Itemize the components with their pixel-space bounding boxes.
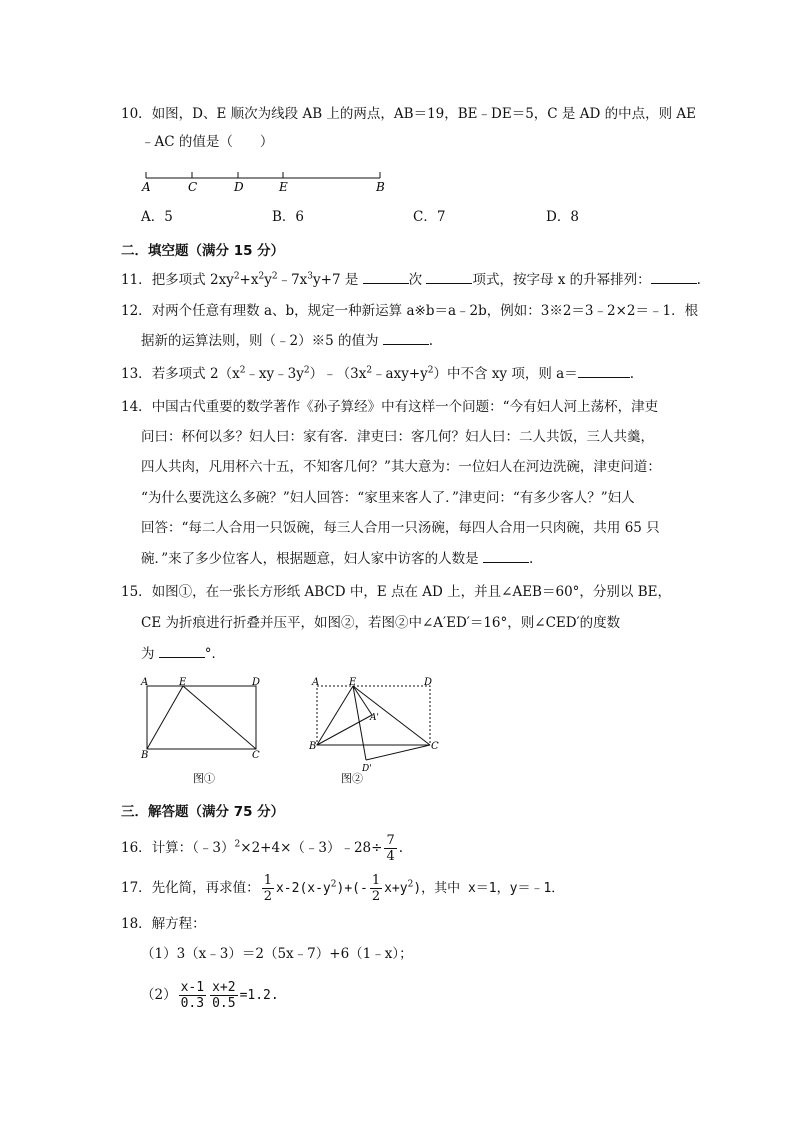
label-d: D	[234, 180, 244, 194]
q17: 17．先化简，再求值： $\frac{1}{2}$ $x-2(x-y^2)+(-$ $\frac{1}{2}$ $x+y^2$)，其中 x＝1，y＝﹣1．	[121, 873, 565, 904]
option-b: B．6	[272, 209, 305, 225]
line-be	[317, 686, 353, 745]
line-ba-prime	[317, 715, 372, 745]
q14-line4: “为什么要洗这么多碗？”妇人回答：“家里来客人了．”津吏问：“有多少客人？”妇人	[141, 490, 635, 506]
label-b: B	[376, 180, 385, 194]
fraction: $\frac{1}{2}$	[263, 873, 272, 904]
q12-line2: 据新的运算法则，则（﹣2）※5 的值为 .	[141, 333, 434, 349]
answer-blank[interactable]	[651, 270, 697, 284]
figure-2	[308, 676, 448, 786]
fraction: $\frac{x+2}{0.5}$	[212, 980, 236, 1011]
q10-line1: 10．如图，D、E 顺次为线段 AB 上的两点，AB＝19，BE﹣DE＝5，C 是 AD 的中点，则 AE	[121, 106, 696, 122]
label-a: A	[312, 677, 320, 688]
q18-title: 18．解方程：	[121, 916, 206, 932]
answer-blank[interactable]	[578, 364, 630, 378]
q11: 11．把多项式 $2xy^2+x^2y^2﹣7x^3y+7$ 是 次 项式，按字母 x 的升幂排列： .	[121, 271, 701, 288]
segment-diagram	[140, 165, 390, 195]
line-cd-prime	[366, 745, 430, 760]
question-number: 10．	[121, 106, 152, 122]
q12-line1: 12．对两个任意有理数 a、b，规定一种新运算 a※b＝a﹣2b，例如：3※2＝3﹣2×2＝﹣1．根	[121, 303, 699, 319]
q14-line3: 四人共肉，凡用杯六十五，不知客几何？”其大意为：一位妇人在河边洗碗，津吏问道：	[141, 459, 661, 475]
label-e: E	[349, 677, 357, 688]
line-ed-prime	[353, 686, 366, 760]
fraction: $\frac{7}{4}$	[386, 833, 395, 864]
option-d: D．8	[546, 209, 579, 225]
label-b: B	[141, 750, 149, 761]
answer-blank[interactable]	[383, 331, 429, 345]
fraction: $\frac{x-1}{0.3}$	[180, 980, 205, 1011]
label-a: A	[141, 677, 149, 688]
q18-part2: （2） $\frac{x-1}{0.3}$ $\frac{x+2}{0.5}$ =1.2.	[141, 980, 279, 1011]
q13: 13．若多项式 $2(x^2﹣xy﹣3y^2)﹣(3x^2﹣axy+y^2)$中不含 xy 项，则 a＝ .	[121, 365, 634, 382]
q15-line3: 为 °．	[141, 646, 226, 662]
section-heading: 三．解答题（满分 75 分）	[121, 804, 285, 820]
label-b: B	[309, 741, 317, 752]
line-ce	[183, 686, 256, 749]
label-a-prime: A'	[370, 713, 379, 723]
label-c: C	[431, 741, 439, 752]
rectangle-abcd	[147, 686, 256, 749]
label-d: D	[424, 677, 433, 688]
label-e: E	[279, 180, 288, 194]
q14-line1: 14．中国古代重要的数学著作《孙子算经》中有这样一个问题：“今有妇人河上荡杯，津吏	[121, 399, 659, 415]
q14-line5: 回答：“每二人合用一只饭碗，每三人合用一只汤碗，每四人合用一只肉碗，共用 65 只	[141, 520, 660, 536]
label-d-prime: D'	[362, 764, 372, 774]
answer-blank[interactable]	[159, 644, 205, 658]
fraction: $\frac{1}{2}$	[371, 873, 381, 904]
line-ce	[353, 686, 430, 745]
answer-blank[interactable]	[426, 270, 472, 284]
line-be	[147, 686, 183, 749]
figure-caption: 图①	[193, 772, 215, 785]
q15-line2: CE 为折痕进行折叠并压平，如图②，若图②中∠A′ED′＝16°，则∠CED′的度数	[141, 615, 621, 631]
label-c: C	[252, 750, 260, 761]
figure-1	[138, 676, 273, 786]
q14-line2: 问曰：杯何以多？妇人曰：家有客．津吏曰：客几何？妇人曰：二人共饭，三人共羹，	[141, 429, 654, 445]
q10-line2: ﹣AC 的值是（ ）	[141, 134, 274, 150]
q16: 16．计算：（﹣3）$^2$×2+4×（﹣3）﹣28÷ $\frac{7}{4}$ .	[121, 833, 404, 864]
label-d: D	[252, 677, 261, 688]
answer-blank[interactable]	[363, 270, 409, 284]
figure-caption: 图②	[341, 772, 363, 785]
label-a: A	[142, 180, 151, 194]
option-c: C．7	[413, 209, 446, 225]
q18-part1: （1）3（x﹣3）＝2（5x﹣7）+6（1﹣x）；	[141, 946, 413, 962]
label-c: C	[188, 180, 198, 194]
label-e: E	[179, 677, 187, 688]
q15-line1: 15．如图①，在一张长方形纸 ABCD 中，E 点在 AD 上，并且∠AEB＝60°，分别以 BE，	[121, 584, 671, 600]
option-a: A．5	[141, 209, 173, 225]
section-heading: 二．填空题（满分 15 分）	[121, 243, 285, 259]
q14-line6: 碗．”来了多少位客人，根据题意，妇人家中访客的人数是 .	[141, 551, 534, 567]
answer-blank[interactable]	[483, 549, 529, 563]
